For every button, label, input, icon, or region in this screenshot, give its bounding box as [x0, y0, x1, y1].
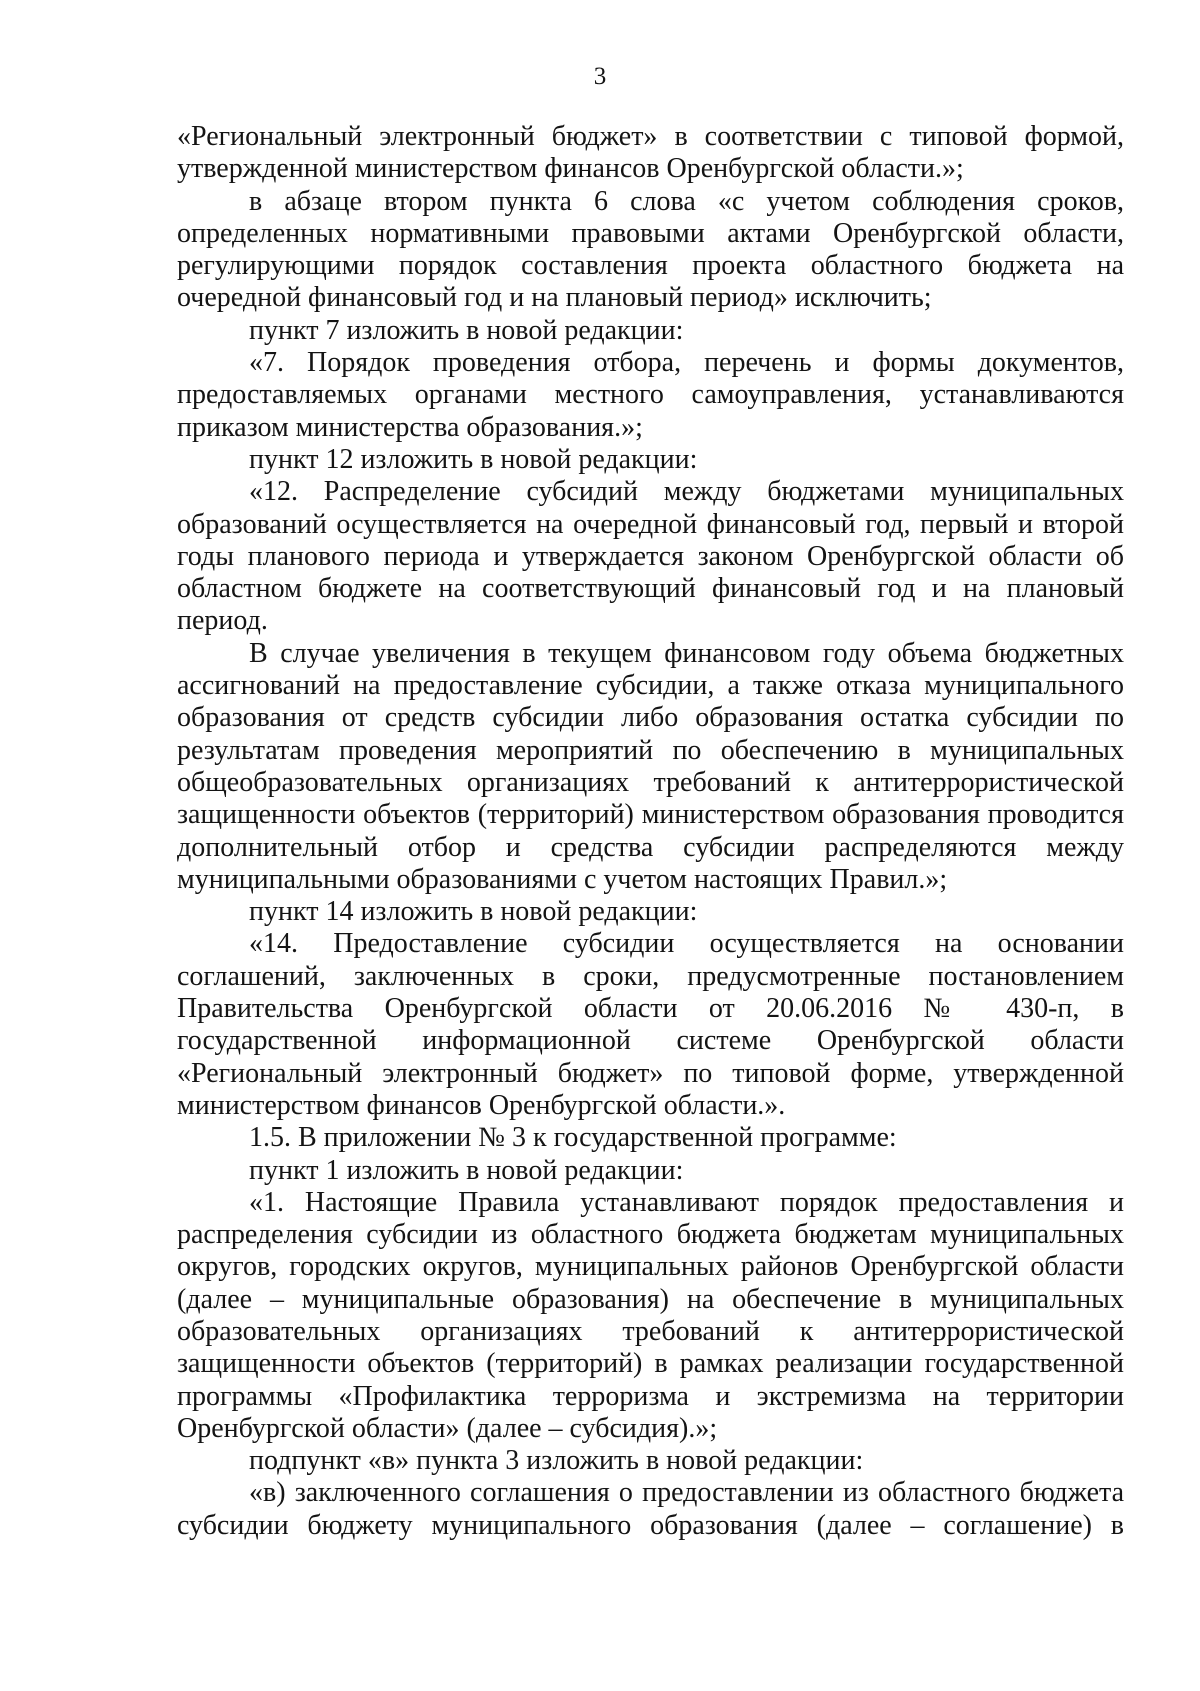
paragraph: «в) заключенного соглашения о предоставлении из областного бюджета субсидии бюджету муниципального образования (далее – соглашение) в: [177, 1477, 1124, 1541]
paragraph: пункт 7 изложить в новой редакции:: [249, 314, 684, 346]
paragraph: подпункт «в» пункта 3 изложить в новой редакции:: [249, 1445, 864, 1477]
page-number: 3: [593, 63, 607, 90]
paragraph: В случае увеличения в текущем финансовом году объема бюджетных ассигнований на предоставление субсидии, а также отказа муниципального образования от средств субсидии либо образования остатка субсидии по результатам проведения мероприятий по обеспечению в муниципальных общеобразовательных организациях требований к антитеррористической защищенности объектов (территорий) министерством образования проводится дополнительный отбор и средства субсидии распределяются между муниципальными образованиями с учетом настоящих Правил.»;: [177, 637, 1124, 895]
paragraph: «Региональный электронный бюджет» в соответствии с типовой формой, утвержденной министерством финансов Оренбургской области.»;: [177, 121, 1124, 185]
paragraph: пункт 1 изложить в новой редакции:: [249, 1154, 684, 1186]
paragraph: «7. Порядок проведения отбора, перечень и формы документов, предоставляемых органами местного самоуправления, устанавливаются приказом министерства образования.»;: [177, 347, 1124, 443]
paragraph: в абзаце втором пункта 6 слова «с учетом соблюдения сроков, определенных нормативными правовыми актами Оренбургской области, регулирующими порядок составления проекта областного бюджета на очередной финансовый год и на плановый период» исключить;: [177, 185, 1124, 314]
paragraph: пункт 12 изложить в новой редакции:: [249, 443, 698, 475]
paragraph: пункт 14 изложить в новой редакции:: [249, 896, 698, 928]
paragraph: «12. Распределение субсидий между бюджетами муниципальных образований осуществляется на очередной финансовый год, первый и второй годы планового периода и утверждается законом Оренбургской области об областном бюджете на соответствующий финансовый год и на плановый период.: [177, 476, 1124, 637]
paragraph: 1.5. В приложении № 3 к государственной программе:: [249, 1122, 897, 1154]
paragraph: «14. Предоставление субсидии осуществляется на основании соглашений, заключенных в сроки, предусмотренные постановлением Правительства Оренбургской области от 20.06.2016 № 430-п, в государственной информационной системе Оренбургской области «Региональный электронный бюджет» по типовой форме, утвержденной министерством финансов Оренбургской области.».: [177, 928, 1124, 1121]
document-body: [177, 121, 1124, 1542]
paragraph: «1. Настоящие Правила устанавливают порядок предоставления и распределения субсидии из областного бюджета бюджетам муниципальных округов, городских округов, муниципальных районов Оренбургской области (далее – муниципальные образования) на обеспечение в муниципальных образовательных организациях требований к антитеррористической защищенности объектов (территорий) в рамках реализации государственной программы «Профилактика терроризма и экстремизма на территории Оренбургской области» (далее – субсидия).»;: [177, 1186, 1124, 1444]
